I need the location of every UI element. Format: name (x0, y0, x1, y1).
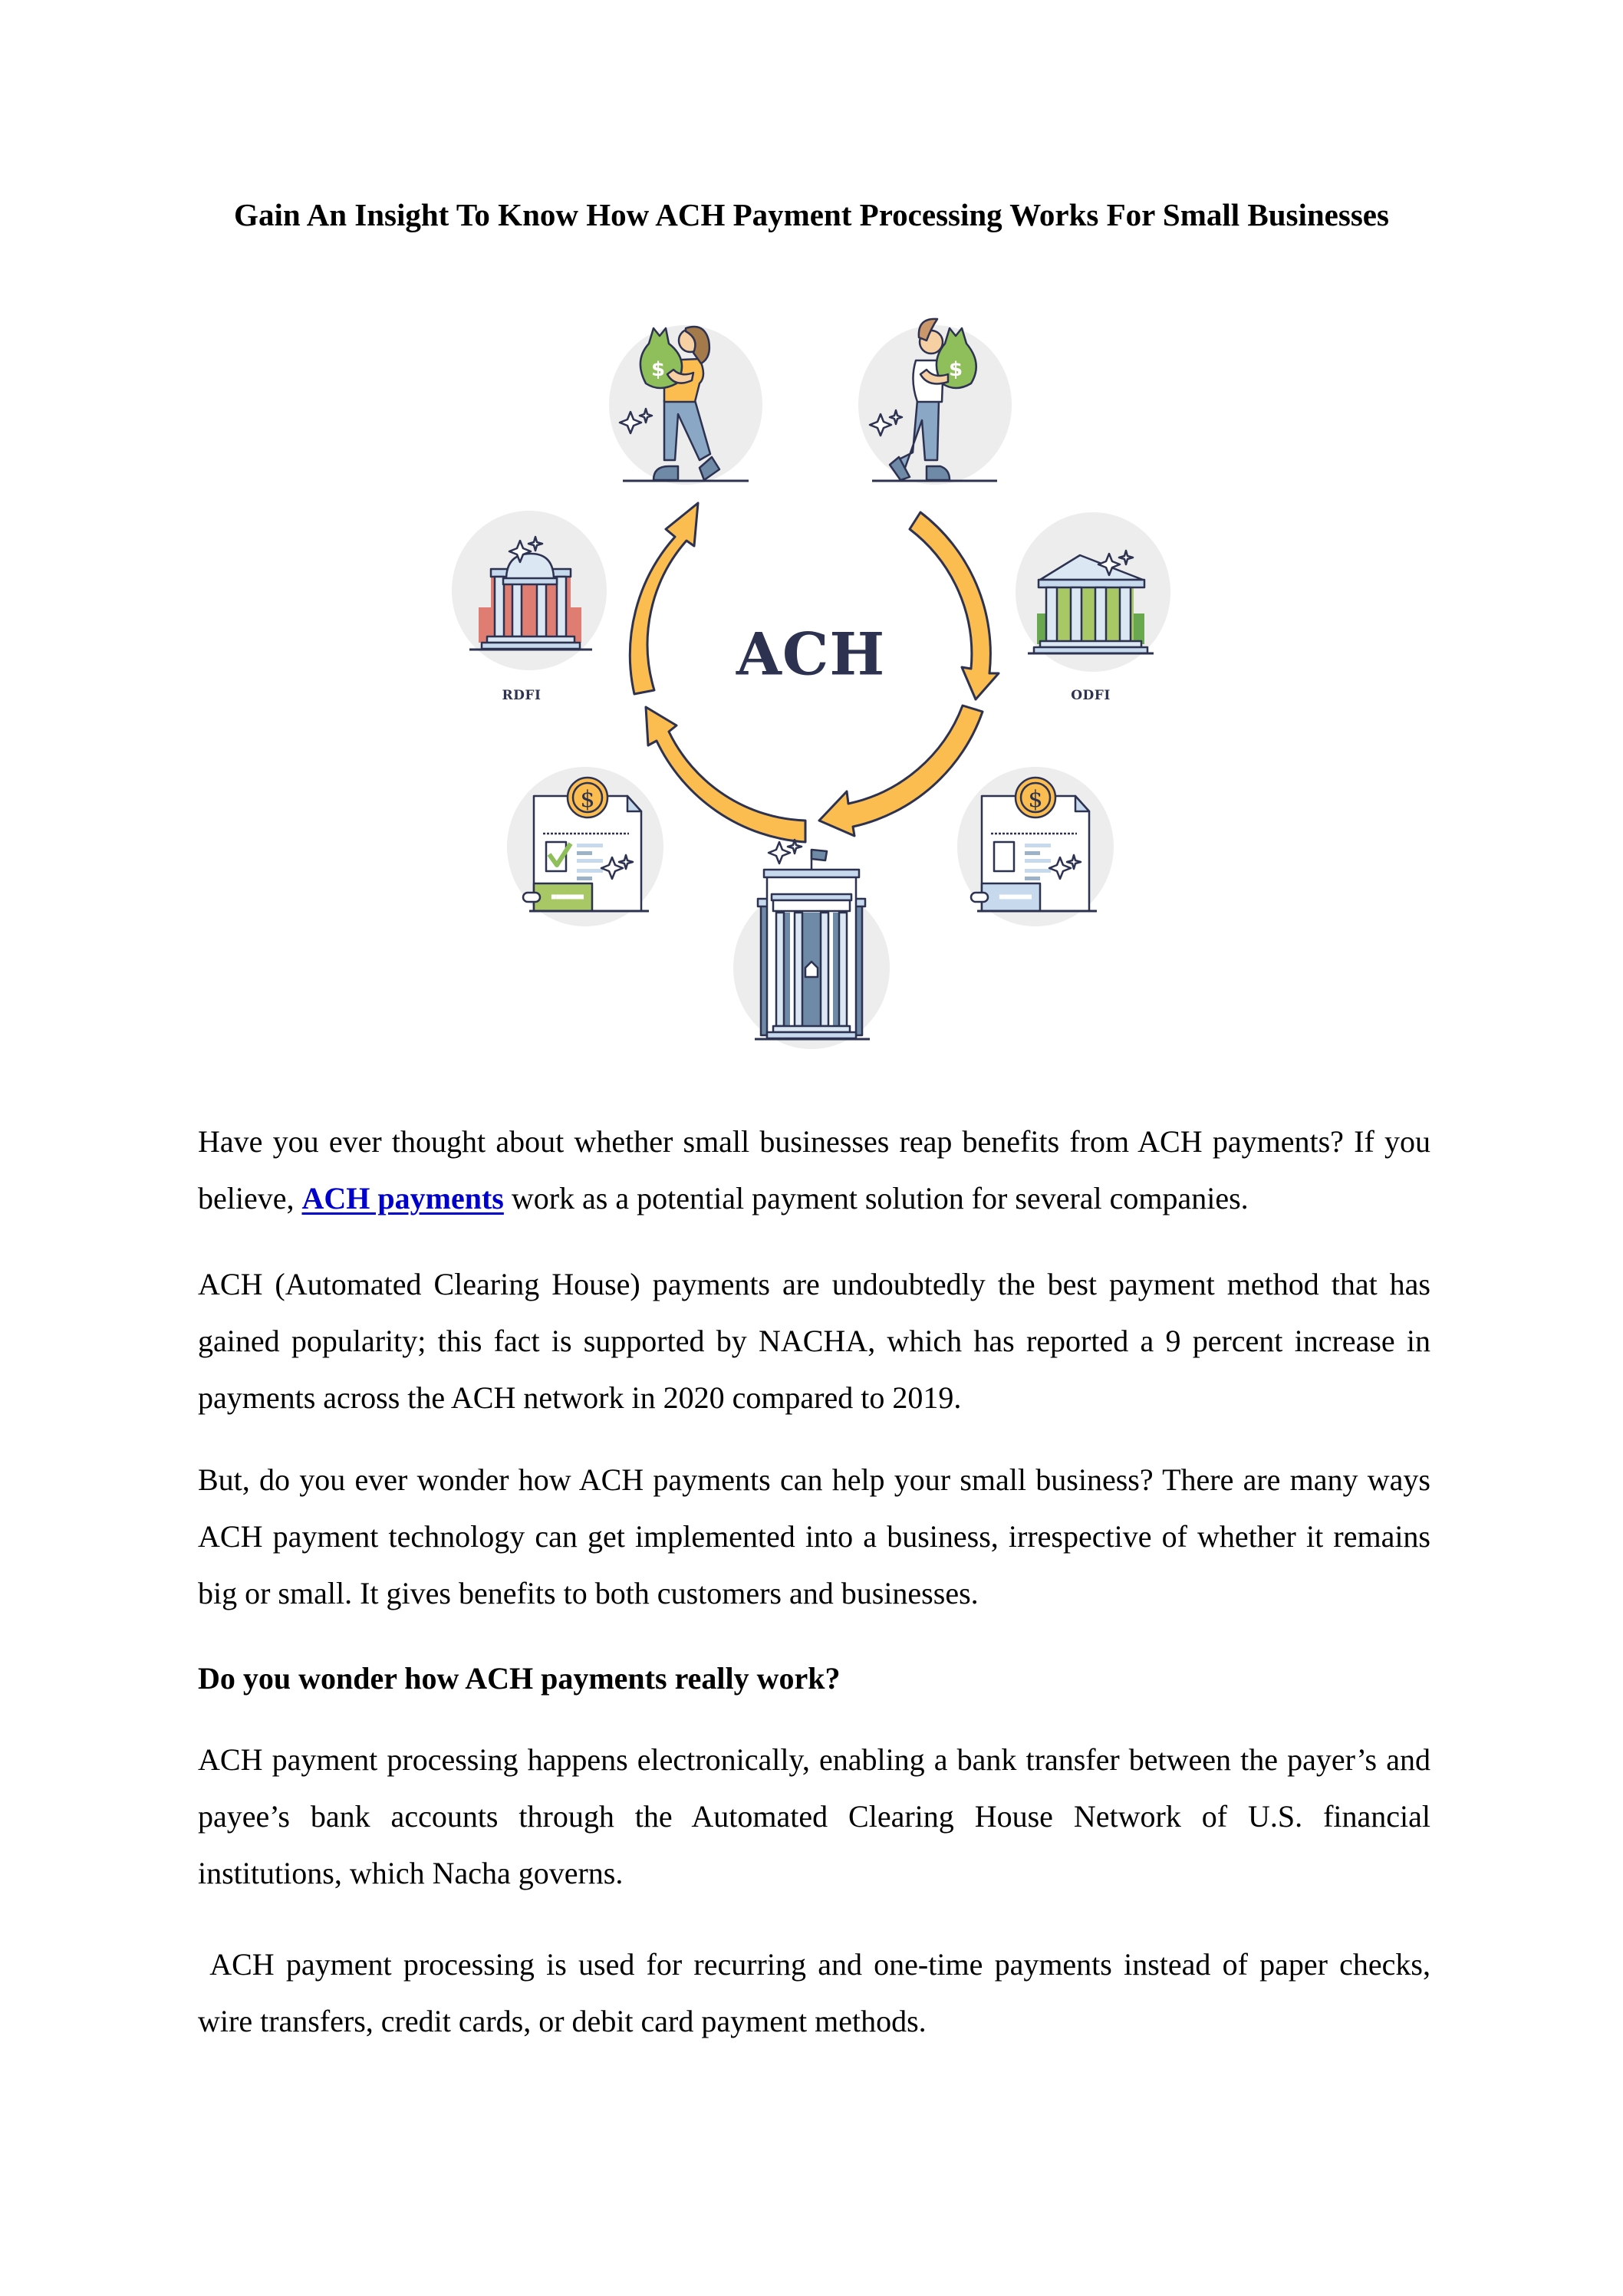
svg-text:$: $ (948, 358, 963, 381)
rdfi-label: RDFI (502, 688, 542, 703)
intro-text-start: Have you ever thought about whether small businesses reap benefits from ACH payments? If you believe, (198, 1124, 1430, 1215)
svg-text:$: $ (580, 786, 595, 813)
document-title: Gain An Insight To Know How ACH Payment Processing Works For Small Businesses (234, 197, 1389, 232)
article-body-4 (198, 1732, 1430, 1902)
ach-cycle-illustration (430, 291, 1197, 1058)
ach-center-label: ACH (736, 620, 886, 689)
payment-pending-document-icon (971, 778, 1097, 911)
svg-text:$: $ (1028, 786, 1043, 813)
article-body-2 (198, 1256, 1430, 1426)
paragraph-nacha: ACH (Automated Clearing House) payments are undoubtedly the best payment method that has gained popularity; this fact is supported by NACHA, which has reported a 9 percent increase in payments across the ACH network in 2020 compared to 2019. (198, 1267, 1430, 1415)
ach-payments-link[interactable]: ACH payments (301, 1181, 504, 1215)
article-body-3 (198, 1452, 1430, 1622)
svg-text:■■■■■■■: ■■■■■■■ (551, 893, 584, 901)
paragraph-small-business: But, do you ever wonder how ACH payments can help your small business? There are many ways ACH payment technology can get implemented into a business, irrespective of whether it remains big or small. It gives benefits to both customers and businesses. (198, 1462, 1430, 1610)
odfi-label: ODFI (1071, 688, 1111, 703)
paragraph-how-it-works: ACH payment processing happens electronically, enabling a bank transfer between the payer’s and payee’s bank accounts through the Automated Clearing House Network of U.S. financial institutions, which Nacha governs. (198, 1742, 1430, 1890)
article-body-5 (198, 1936, 1439, 2050)
svg-text:■■■■■■■: ■■■■■■■ (999, 893, 1032, 901)
paragraph-use-cases: ACH payment processing is used for recurring and one-time payments instead of paper checks, wire transfers, credit cards, or debit card payment methods. (198, 1947, 1439, 2038)
clearing-house-building-icon (755, 840, 870, 1039)
paragraph-intro (198, 1113, 1430, 1227)
intro-text-end: work as a potential payment solution for several companies. (503, 1181, 1249, 1215)
payment-approved-document-icon (523, 778, 649, 911)
article-subheading-block (198, 1650, 1430, 1707)
svg-text:$: $ (650, 358, 666, 381)
article-body (198, 1113, 1430, 1227)
section-subheading: Do you wonder how ACH payments really work? (198, 1661, 841, 1696)
